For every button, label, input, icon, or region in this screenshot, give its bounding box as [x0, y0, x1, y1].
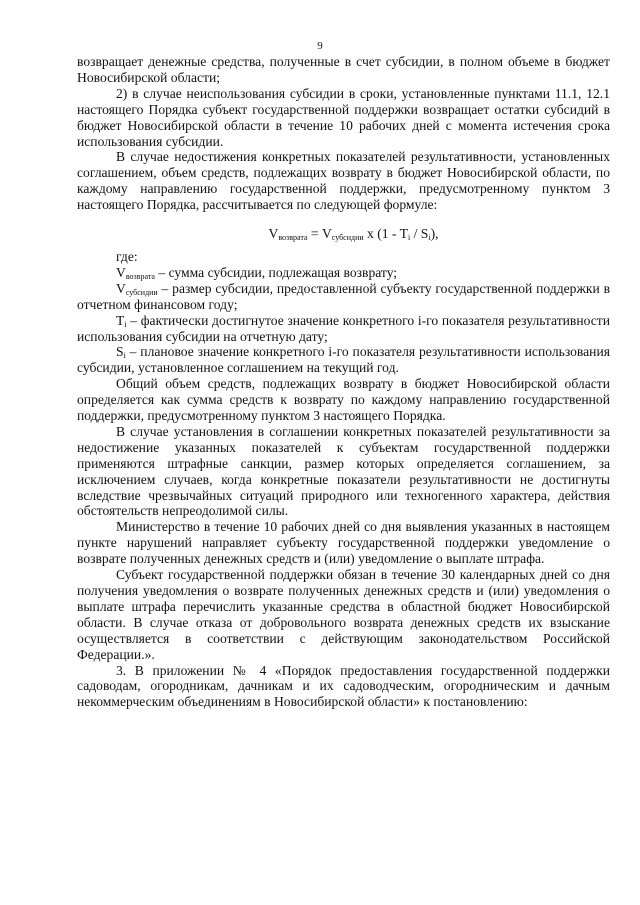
definition-text: – размер субсидии, предоставленной субъекту государственной поддержки в отчетном финансовом году; [77, 280, 610, 312]
definition-v-return [77, 265, 610, 281]
definition-text: – фактически достигнутое значение конкретного i-го показателя результативности использования субсидии на отчетную дату; [77, 312, 610, 344]
definition-subscript: субсидии [125, 287, 158, 297]
definition-s-i [77, 344, 610, 376]
formula-v-return: V [268, 226, 279, 242]
formula-sub-subsidy: субсидии [331, 233, 364, 243]
page-number: 9 [317, 40, 323, 52]
return-formula [77, 226, 610, 242]
paragraph-obligation: Субъект государственной поддержки обязан в течение 30 календарных дней со дня получения уведомления о возврате полученных денежных средств и (или) уведомления о выплате штрафа перечислить указанные средства в областной бюджет Новосибирской области. В случае отказа от добровольного возврата денежных средств их взыскание осуществляется в соответствии с действующим законодательством Российской Федерации.». [77, 567, 610, 662]
document-body [77, 54, 610, 710]
definition-symbol: S [116, 344, 124, 360]
definition-subscript: i [124, 319, 127, 329]
formula-sub-return: возврата [278, 233, 308, 243]
definition-subscript: возврата [125, 271, 155, 281]
definition-symbol: V [116, 280, 126, 296]
formula-v-subsidy: V [321, 226, 332, 242]
paragraph-appendix-4: 3. В приложении № 4 «Порядок предоставления государственной поддержки садоводам, огородникам, дачникам и их садоводческим, огородническим и дачным некоммерческим объединениям в Новосибирской области» к постановлению: [77, 662, 610, 710]
formula-slash: / S [410, 226, 429, 242]
formula-mult: x (1 - T [363, 226, 408, 242]
paragraph-ministry-notice: Министерство в течение 10 рабочих дней со дня выявления указанных в настоящем пункте нарушений направляет субъекту государственной поддержки уведомление о возврате полученных денежных средств и (или) уведомление о выплате штрафа. [77, 519, 610, 567]
formula-end: ), [430, 226, 439, 242]
definition-t-i [77, 313, 610, 345]
formula-sub-i2: i [428, 233, 431, 243]
definition-subscript: i [123, 351, 126, 361]
formula-sub-i1: i [407, 233, 411, 243]
paragraph-item-2: 2) в случае неиспользования субсидии в сроки, установленные пунктами 11.1, 12.1 настоящего Порядка субъект государственной поддержки возвращает остатки субсидий в бюджет Новосибирской области в течение 10 рабочих дней с момента истечения срока использования субсидии. [77, 85, 610, 149]
paragraph-total-volume: Общий объем средств, подлежащих возврату в бюджет Новосибирской области определяется как сумма средств к возврату по каждому направлению государственной поддержки, предусмотренному пунктом 3 настоящего Порядка. [77, 376, 610, 424]
paragraph-penalties: В случае установления в соглашении конкретных показателей результативности за недостижение указанных показателей к субъектам государственной поддержки применяются штрафные санкции, размер которых определяется соглашением, за исключением случаев, когда конкретные показатели результативности не достигнуты вследствие чрезвычайных ситуаций природного или техногенного характера, действия обстоятельств непреодолимой силы. [77, 423, 610, 519]
paragraph-continuation: возвращает денежные средства, полученные в счет субсидии, в полном объеме в бюджет Новосибирской области; [77, 54, 610, 85]
definition-symbol: V [116, 264, 126, 280]
definition-text: – плановое значение конкретного i-го показателя результативности использования субсидии, установленное соглашением на текущий год. [77, 344, 610, 376]
where-label: где: [116, 248, 138, 264]
definition-text: – сумма субсидии, подлежащая возврату; [154, 264, 398, 280]
definition-v-subsidy [77, 281, 610, 313]
definition-symbol: T [116, 312, 125, 328]
paragraph-underachievement: В случае недостижения конкретных показателей результативности, установленных соглашением, объем средств, подлежащих возврату в бюджет Новосибирской области, по каждому направлению государственной поддержки, предусмотренному пунктом 3 настоящего Порядка, рассчитывается по следующей формуле: [77, 149, 610, 213]
formula-equals: = [307, 226, 322, 242]
